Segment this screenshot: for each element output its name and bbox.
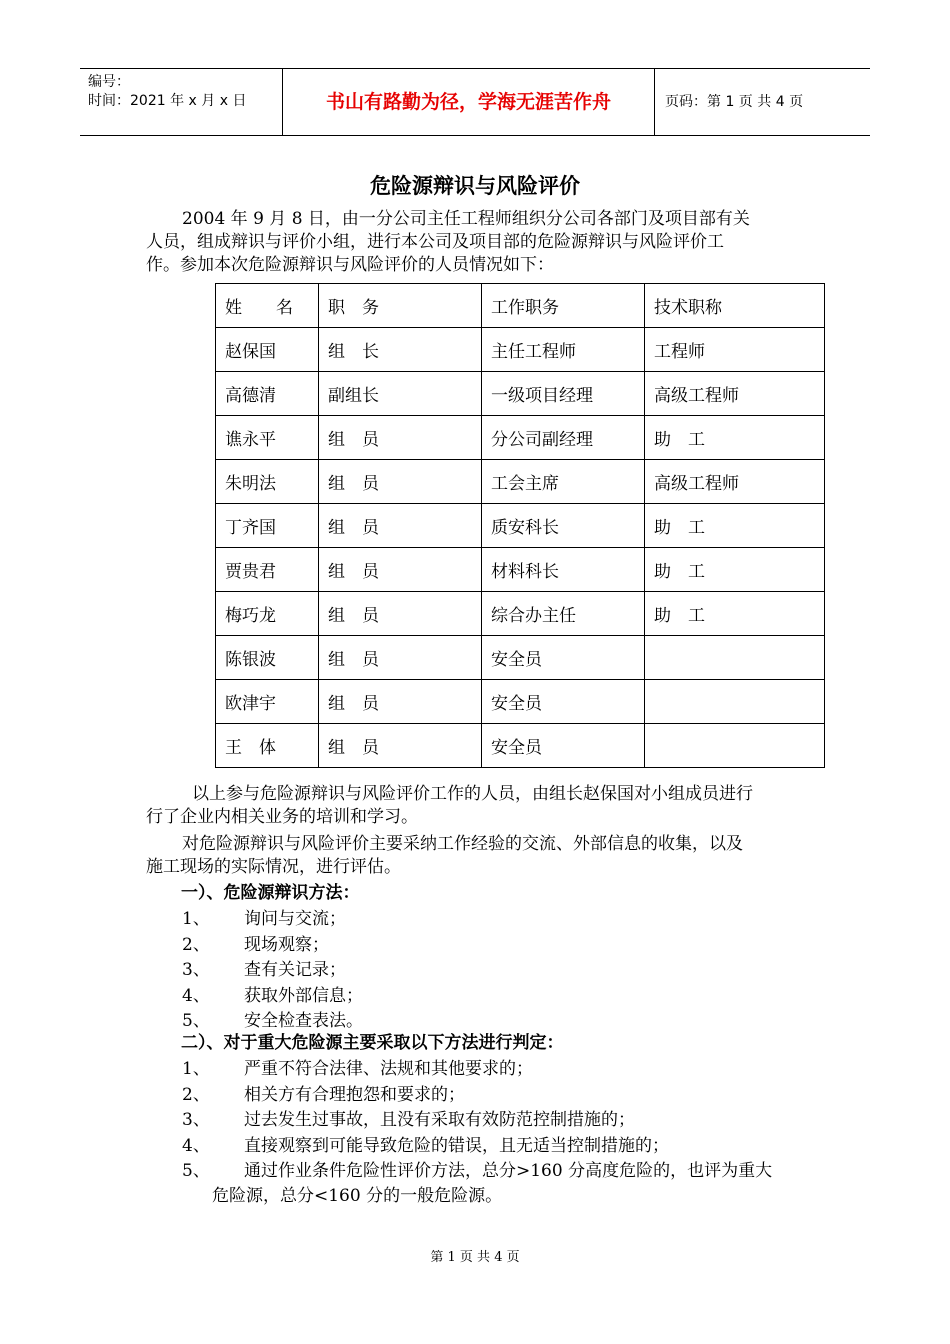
list-number: 5、 [182, 1011, 210, 1031]
list-item [182, 1082, 465, 1108]
list-text: 相关方有合理抱怨和要求的； [244, 1085, 465, 1105]
training-paragraph [146, 783, 822, 829]
document-number-label: 编号： [88, 74, 130, 90]
list-text: 严重不符合法律、法规和其他要求的； [244, 1059, 533, 1079]
list-item [182, 983, 363, 1009]
cell-position: 组 员 [319, 460, 482, 504]
cell-job: 一级项目经理 [482, 372, 645, 416]
cell-job: 材料科长 [482, 548, 645, 592]
cell-title: 助 工 [645, 548, 825, 592]
cell-title: 高级工程师 [645, 460, 825, 504]
cell-position: 组 员 [319, 636, 482, 680]
list-text: 现场观察； [244, 935, 329, 955]
header-cell-title: 技术职称 [645, 284, 825, 328]
cell-position: 组 员 [319, 504, 482, 548]
table-row [216, 548, 825, 592]
table-row [216, 636, 825, 680]
header-cell-position: 职 务 [319, 284, 482, 328]
list-number: 5、 [182, 1161, 210, 1181]
cell-job: 安全员 [482, 724, 645, 768]
section2-heading: 二）、对于重大危险源主要采取以下方法进行判定： [181, 1033, 564, 1053]
cell-title: 助 工 [645, 416, 825, 460]
cell-job: 安全员 [482, 636, 645, 680]
list-item [182, 957, 346, 983]
list-item [182, 932, 329, 958]
header-motto: 书山有路勤为径，学海无涯苦作舟 [282, 69, 655, 135]
list-item [182, 1133, 669, 1159]
table-header-row [216, 284, 825, 328]
header-cell-name: 姓 名 [216, 284, 319, 328]
cell-title: 高级工程师 [645, 372, 825, 416]
document-title: 危险源辩识与风险评价 [370, 173, 580, 198]
list-number: 2、 [182, 1085, 210, 1105]
cell-position: 组 员 [319, 724, 482, 768]
training-line-2: 行了企业内相关业务的培训和学习。 [146, 807, 418, 827]
members-table [215, 283, 825, 768]
cell-title [645, 636, 825, 680]
list-item [182, 1107, 635, 1133]
list-number: 4、 [182, 1136, 210, 1156]
intro-line-1: 2004 年 9 月 8 日，由一分公司主任工程师组织分公司各部门及项目部有关 [182, 209, 750, 229]
table-row [216, 680, 825, 724]
cell-job: 综合办主任 [482, 592, 645, 636]
cell-title [645, 724, 825, 768]
intro-line-2: 人员，组成辩识与评价小组，进行本公司及项目部的危险源辩识与风险评价工 [146, 232, 724, 252]
intro-paragraph [146, 208, 822, 277]
table-row [216, 416, 825, 460]
cell-job: 质安科长 [482, 504, 645, 548]
cell-name: 欧津宇 [216, 680, 319, 724]
cell-title: 助 工 [645, 504, 825, 548]
table-row [216, 504, 825, 548]
list-text: 直接观察到可能导致危险的错误，且无适当控制措施的； [244, 1136, 669, 1156]
intro-line-3: 作。参加本次危险源辩识与风险评价的人员情况如下： [146, 255, 554, 275]
cell-position: 副组长 [319, 372, 482, 416]
list-text: 安全检查表法。 [244, 1011, 363, 1031]
cell-job: 分公司副经理 [482, 416, 645, 460]
list-number: 3、 [182, 960, 210, 980]
list-text: 查有关记录； [244, 960, 346, 980]
cell-name: 丁齐国 [216, 504, 319, 548]
list-number: 4、 [182, 986, 210, 1006]
list-text: 询问与交流； [244, 909, 346, 929]
cell-name: 谯永平 [216, 416, 319, 460]
cell-name: 赵保国 [216, 328, 319, 372]
list-number: 1、 [182, 1059, 210, 1079]
cell-name: 梅巧龙 [216, 592, 319, 636]
cell-job: 主任工程师 [482, 328, 645, 372]
cell-position: 组 员 [319, 416, 482, 460]
cell-title: 助 工 [645, 592, 825, 636]
cell-job: 安全员 [482, 680, 645, 724]
cell-name: 朱明法 [216, 460, 319, 504]
list-text: 获取外部信息； [244, 986, 363, 1006]
list-number: 2、 [182, 935, 210, 955]
cell-name: 高德清 [216, 372, 319, 416]
header-page-info: 页码：第 1 页 共 4 页 [665, 94, 804, 110]
cell-name: 陈银波 [216, 636, 319, 680]
document-date: 时间：2021 年 x 月 x 日 [88, 93, 247, 109]
list-item [182, 1008, 363, 1034]
cell-position: 组 长 [319, 328, 482, 372]
list-number: 1、 [182, 909, 210, 929]
cell-name: 王 体 [216, 724, 319, 768]
list-text: 过去发生过事故，且没有采取有效防范控制措施的； [244, 1110, 635, 1130]
list-item-continuation: 危险源，总分<160 分的一般危险源。 [212, 1186, 503, 1206]
cell-job: 工会主席 [482, 460, 645, 504]
page-footer: 第 1 页 共 4 页 [430, 1250, 520, 1265]
table-row [216, 372, 825, 416]
page-header [80, 68, 870, 136]
header-meta [88, 73, 246, 111]
list-text: 通过作业条件危险性评价方法，总分>160 分高度危险的，也评为重大 [244, 1161, 773, 1181]
cell-position: 组 员 [319, 680, 482, 724]
table-row [216, 724, 825, 768]
list-item [182, 1158, 772, 1184]
method-line-2: 施工现场的实际情况，进行评估。 [146, 857, 401, 877]
list-number: 3、 [182, 1110, 210, 1130]
method-line-1: 对危险源辩识与风险评价主要采纳工作经验的交流、外部信息的收集，以及 [182, 834, 743, 854]
cell-position: 组 员 [319, 592, 482, 636]
table-row [216, 460, 825, 504]
cell-title: 工程师 [645, 328, 825, 372]
section1-heading: 一）、危险源辩识方法： [181, 883, 360, 903]
cell-title [645, 680, 825, 724]
list-item [182, 906, 346, 932]
table-row [216, 592, 825, 636]
header-cell-job: 工作职务 [482, 284, 645, 328]
cell-position: 组 员 [319, 548, 482, 592]
cell-name: 贾贵君 [216, 548, 319, 592]
method-paragraph [146, 833, 822, 879]
training-line-1: 以上参与危险源辩识与风险评价工作的人员，由组长赵保国对小组成员进行 [192, 784, 753, 804]
list-item [182, 1056, 533, 1082]
table-row [216, 328, 825, 372]
